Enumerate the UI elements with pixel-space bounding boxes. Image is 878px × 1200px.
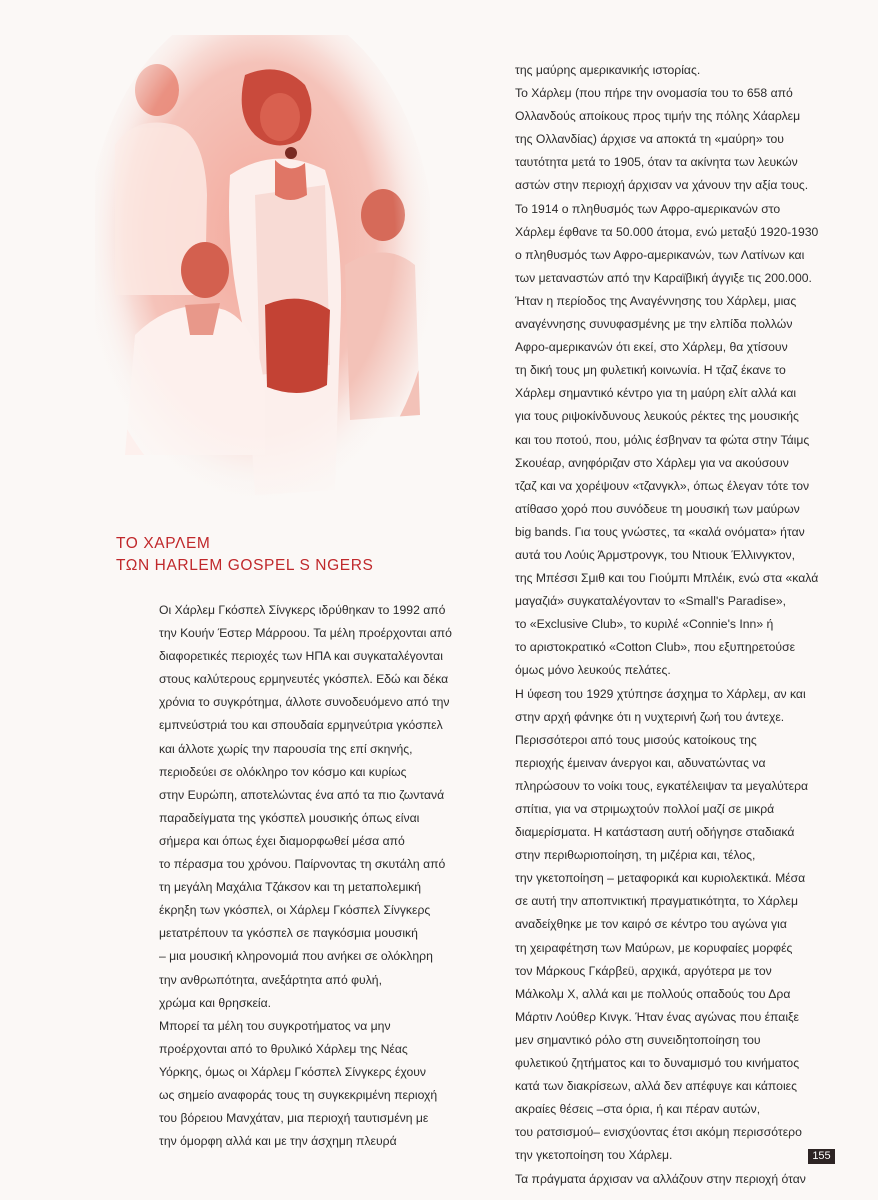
text-line: Μάρτιν Λούθερ Κινγκ. Ήταν ένας αγώνας που έπαιξε bbox=[515, 1009, 799, 1024]
text-line: έκρηξη των γκόσπελ, οι Χάρλεμ Γκόσπελ Σίνγκερς bbox=[159, 903, 431, 918]
text-line: Ήταν η περίοδος της Αναγέννησης του Χάρλεμ, μιας bbox=[515, 293, 797, 308]
text-line: Ολλανδούς αποίκους προς τιμήν της πόλης Χάαρλεμ bbox=[515, 109, 801, 124]
text-line: αναγέννησης συνυφασμένης με την ελπίδα πολλών bbox=[515, 317, 793, 332]
left-text-column bbox=[159, 599, 459, 1153]
text-line: φυλετικού ζητήματος και το δυναμισμό του κινήματος bbox=[515, 1056, 800, 1071]
text-line: Οι Χάρλεμ Γκόσπελ Σίνγκερς ιδρύθηκαν το 1992 από bbox=[159, 603, 446, 617]
text-line: σπίτια, για να στριμωχτούν πολλοί μαζί σε μικρά bbox=[515, 802, 775, 816]
text-line: στην περιθωριοποίηση, τη μιζέρια και, τέλος, bbox=[515, 848, 756, 863]
text-line: περιοδεύει σε ολόκληρο τον κόσμο και κυρίως bbox=[159, 764, 407, 779]
text-line: – μια μουσική κληρονομιά που ανήκει σε ολόκληρη bbox=[159, 949, 433, 964]
text-line: ο πληθυσμός των Αφρο-αμερικανών, των Λατίνων και bbox=[515, 247, 805, 262]
text-line: Το Χάρλεμ (που πήρε την ονομασία του το 658 από bbox=[515, 86, 793, 101]
text-line: τη μεγάλη Μαχάλια Τζάκσον και τη μεταπολεμική bbox=[159, 880, 422, 895]
text-line: την όμορφη αλλά και με την άσχημη πλευρά bbox=[159, 1134, 397, 1149]
text-line: μαγαζιά» συγκαταλέγονταν το «Small's Paradise», bbox=[515, 594, 787, 609]
text-line: την γκετοποίηση του Χάρλεμ. bbox=[515, 1148, 673, 1163]
gospel-singers-photo bbox=[95, 35, 430, 515]
text-line: Περισσότεροι από τους μισούς κατοίκους της bbox=[515, 732, 757, 747]
text-line: της Ολλανδίας) άρχισε να αποκτά τη «μαύρη» του bbox=[515, 132, 784, 147]
text-line: και του ποτού, που, μόλις έσβηναν τα φώτα στην Τάιμς bbox=[515, 432, 810, 447]
text-line: την γκετοποίηση – μεταφορικά και κυριολεκτικά. Μέσα bbox=[515, 871, 806, 886]
text-line: του βόρειου Μανχάταν, μια περιοχή ταυτισμένη με bbox=[159, 1111, 429, 1126]
text-line: και άλλοτε χωρίς την παρουσία της επί σκηνής, bbox=[159, 741, 413, 756]
text-line: προέρχονται από το θρυλικό Χάρλεμ της Νέας bbox=[159, 1041, 408, 1056]
text-line: περιοχής έμειναν άνεργοι και, αδυνατώντας να bbox=[515, 755, 766, 770]
text-line: ατίθασο χορό που συνόδευε τη μουσική των μαύρων bbox=[515, 501, 800, 516]
text-line: του ρατσισμού– ενισχύοντας έτσι ακόμη περισσότερο bbox=[515, 1125, 802, 1140]
text-line: σε αυτή την αποπνικτική πραγματικότητα, το Χάρλεμ bbox=[515, 894, 798, 909]
text-line: σήμερα και όπως έχει διαμορφωθεί μέσα από bbox=[159, 833, 405, 848]
text-line: τον Μάρκους Γκάρβεϋ, αρχικά, αργότερα με τον bbox=[515, 963, 772, 978]
page-number: 155 bbox=[808, 1149, 835, 1164]
text-line: στους καλύτερους ερμηνευτές γκόσπελ. Εδώ και δέκα bbox=[159, 672, 449, 687]
text-line: ως σημείο αναφοράς τους τη συγκεκριμένη περιοχή bbox=[159, 1087, 438, 1102]
text-line: αστών στην περιοχή άρχισαν να χάνουν την αξία τους. bbox=[515, 178, 809, 193]
text-line: το αριστοκρατικό «Cotton Club», που εξυπηρετούσε bbox=[515, 640, 796, 655]
text-line: αναδείχθηκε με τον καιρό σε κέντρο του αγώνα για bbox=[515, 917, 787, 932]
text-line: των μεταναστών από την Καραϊβική άγγιξε τις 200.000. bbox=[515, 270, 812, 285]
text-line: τη δική τους μη φυλετική κοινωνία. Η τζαζ έκανε το bbox=[515, 363, 786, 378]
text-line: της μαύρης αμερικανικής ιστορίας. bbox=[515, 63, 701, 77]
text-line: την Κουήν Έστερ Μάρροου. Τα μέλη προέρχονται από bbox=[159, 626, 452, 641]
text-line: μετατρέπουν τα γκόσπελ σε παγκόσμια μουσική bbox=[159, 926, 418, 941]
article-title bbox=[116, 533, 373, 577]
text-line: κατά των διακρίσεων, αλλά δεν απέφυγε και κάποιες bbox=[515, 1079, 797, 1094]
text-line: για τους ριψοκίνδυνους λευκούς ρέκτες της μουσικής bbox=[515, 409, 799, 424]
text-line: Μάλκολμ Χ, αλλά και με πολλούς οπαδούς του Δρα bbox=[515, 986, 791, 1001]
text-line: Η ύφεση του 1929 χτύπησε άσχημα το Χάρλεμ, αν και bbox=[515, 686, 806, 701]
right-text-column bbox=[515, 59, 845, 1191]
text-line: Αφρο-αμερικανών ότι εκεί, στο Χάρλεμ, θα χτίσουν bbox=[515, 340, 788, 355]
text-line: ακραίες θέσεις –στα όρια, ή και πέραν αυτών, bbox=[515, 1102, 761, 1117]
text-line: στην αρχή φάνηκε ότι η νυχτερινή ζωή του άντεχε. bbox=[515, 709, 785, 724]
text-line: το πέρασμα του χρόνου. Παίρνοντας τη σκυτάλη από bbox=[159, 857, 446, 872]
text-line: τζαζ και να χορέψουν «τζανγκλ», όπως έλεγαν τότε τον bbox=[515, 478, 810, 493]
text-line: όμως μόνο λευκούς πελάτες. bbox=[515, 663, 671, 678]
text-line: αυτά του Λούις Άρμστρονγκ, του Ντιουκ Έλλινγκτον, bbox=[515, 547, 796, 562]
text-line: Χάρλεμ σημαντικό κέντρο για τη μαύρη ελίτ αλλά και bbox=[515, 386, 797, 401]
text-line: το «Exclusive Club», το κυριλέ «Connie's Inn» ή bbox=[515, 617, 774, 632]
text-line: Χάρλεμ έφθανε τα 50.000 άτομα, ενώ μεταξύ 1920-1930 bbox=[515, 224, 819, 239]
text-line: την ανθρωπότητα, ανεξάρτητα από φυλή, bbox=[159, 972, 382, 987]
text-line: μεν σημαντικό ρόλο στη συνειδητοποίηση του bbox=[515, 1032, 761, 1047]
text-line: παραδείγματα της γκόσπελ μουσικής όπως είναι bbox=[159, 810, 420, 825]
text-line: στην Ευρώπη, αποτελώντας ένα από τα πιο ζωντανά bbox=[159, 787, 445, 802]
text-line: Σκουέαρ, ανηφόριζαν στο Χάρλεμ για να ακούσουν bbox=[515, 455, 789, 470]
text-line: τη χειραφέτηση των Μαύρων, με κορυφαίες μορφές bbox=[515, 940, 793, 955]
text-line: Μπορεί τα μέλη του συγκροτήματος να μην bbox=[159, 1018, 391, 1033]
article-title-line-1: ΤΟ ΧΑΡΛΕΜ bbox=[116, 535, 211, 552]
text-line: Υόρκης, όμως οι Χάρλεμ Γκόσπελ Σίνγκερς έχουν bbox=[159, 1064, 426, 1079]
text-line: της Μπέσσι Σμιθ και του Γιούμπι Μπλέικ, ενώ στα «καλά bbox=[515, 571, 819, 586]
text-line: big bands. Για τους γνώστες, τα «καλά ονόματα» ήταν bbox=[515, 524, 805, 539]
text-line: Το 1914 ο πληθυσμός των Αφρο-αμερικανών στο bbox=[515, 201, 781, 216]
text-line: χρόνια το συγκρότημα, άλλοτε συνοδευόμενο από την bbox=[159, 695, 450, 710]
text-line: ταυτότητα μετά το 1905, όταν τα ακίνητα των λευκών bbox=[515, 155, 798, 170]
text-line: χρώμα και θρησκεία. bbox=[159, 995, 272, 1010]
text-line: Τα πράγματα άρχισαν να αλλάζουν στην περιοχή όταν bbox=[515, 1171, 806, 1186]
text-line: διαφορετικές περιοχές των ΗΠΑ και συγκαταλέγονται bbox=[159, 649, 443, 664]
text-line: πληρώσουν το νοίκι τους, εγκατέλειψαν τα μεγαλύτερα bbox=[515, 778, 809, 793]
text-line: εμπνεύστριά του και σπουδαία ερμηνεύτρια γκόσπελ bbox=[159, 718, 443, 733]
text-line: διαμερίσματα. Η κατάσταση αυτή οδήγησε σταδιακά bbox=[515, 825, 795, 840]
article-title-line-2: ΤΩΝ HARLEM GOSPEL S NGERS bbox=[116, 557, 374, 574]
